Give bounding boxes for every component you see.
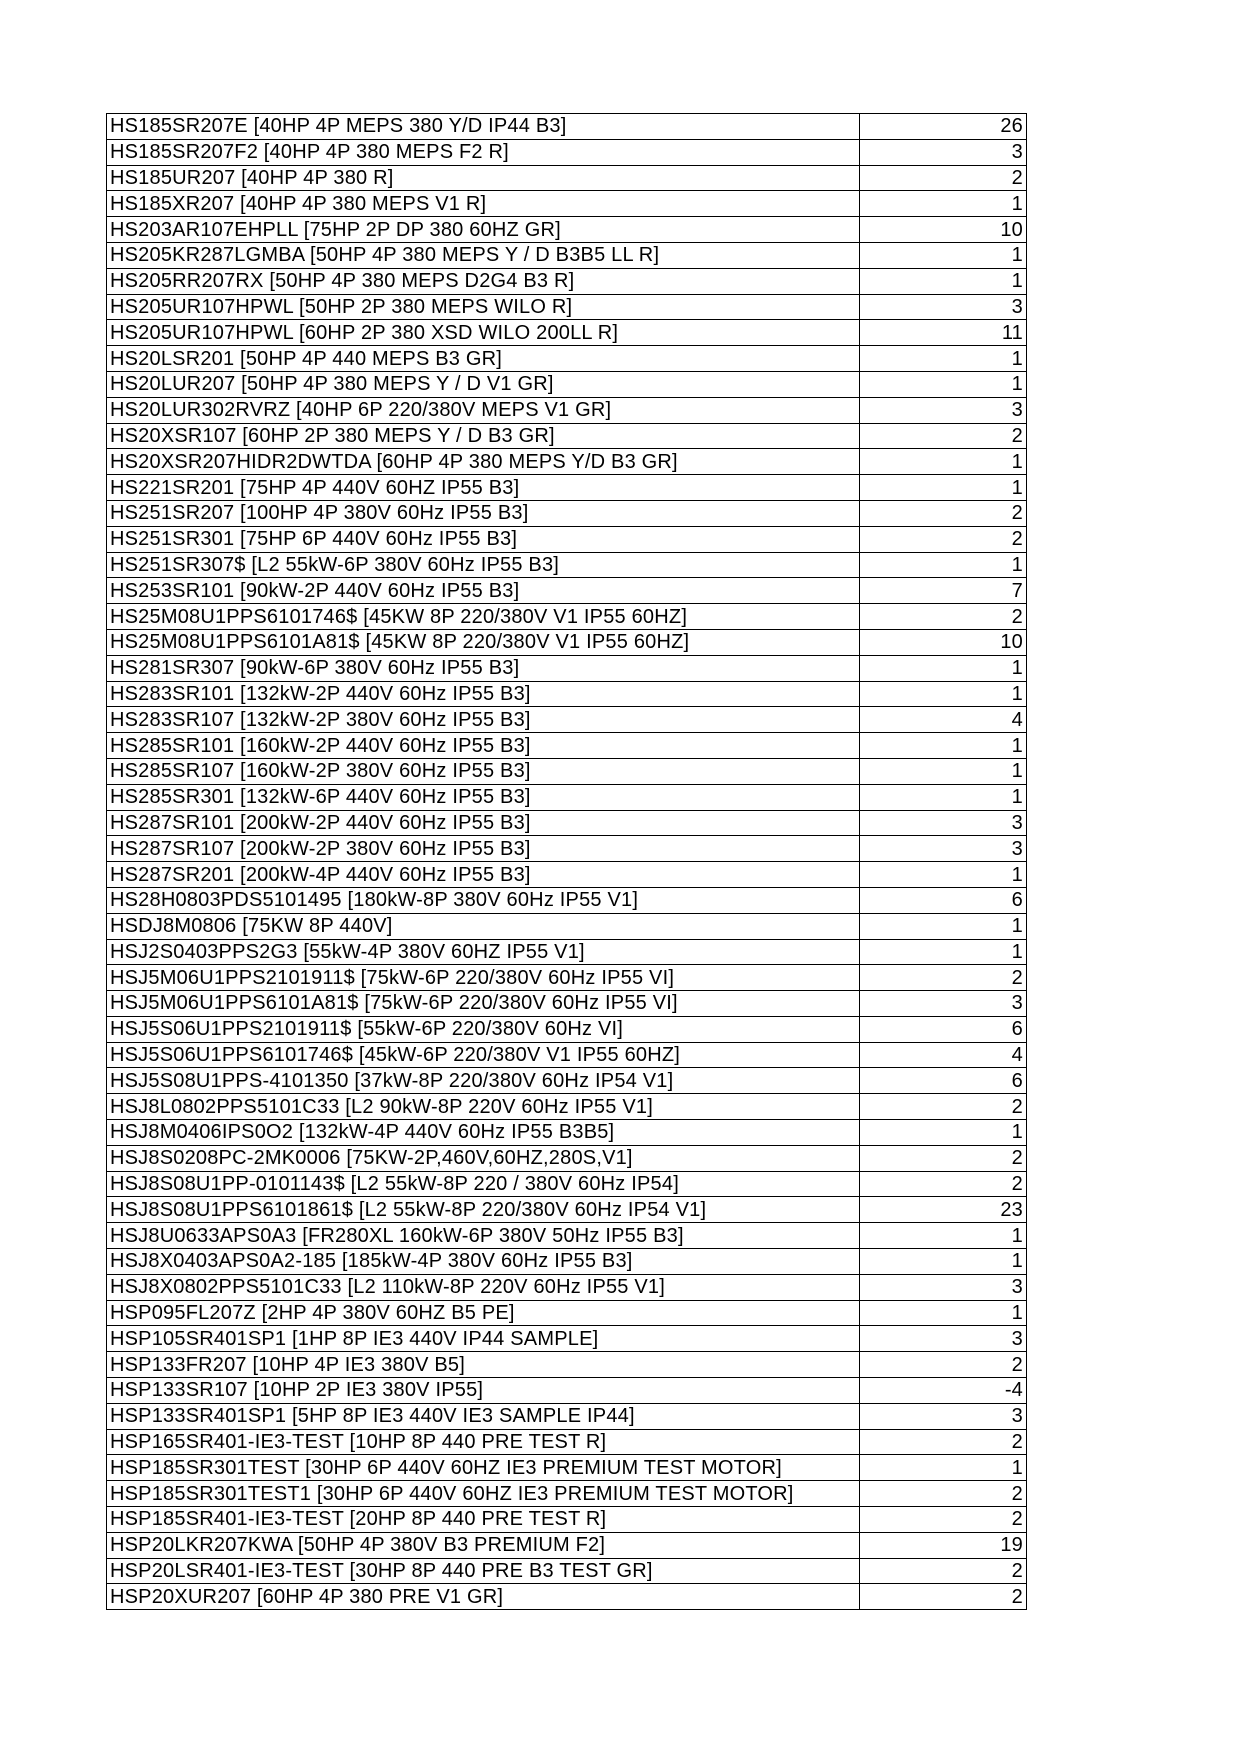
table-row — [107, 242, 1027, 268]
table-row — [107, 552, 1027, 578]
table-row — [107, 1145, 1027, 1171]
item-description-cell: HSP20LSR401-IE3-TEST [30HP 8P 440 PRE B3 TEST GR] — [107, 1558, 860, 1584]
item-quantity-cell: 3 — [860, 1326, 1027, 1352]
item-quantity-cell: 1 — [860, 1455, 1027, 1481]
item-quantity-cell: 1 — [860, 758, 1027, 784]
item-quantity-cell: 1 — [860, 939, 1027, 965]
table-row — [107, 346, 1027, 372]
table-row — [107, 758, 1027, 784]
item-quantity-cell: -4 — [860, 1378, 1027, 1404]
table-row — [107, 681, 1027, 707]
table-row — [107, 1378, 1027, 1404]
table-row — [107, 1171, 1027, 1197]
item-quantity-cell: 1 — [860, 1249, 1027, 1275]
table-row — [107, 1481, 1027, 1507]
item-quantity-cell: 2 — [860, 500, 1027, 526]
table-row — [107, 1558, 1027, 1584]
table-row — [107, 836, 1027, 862]
item-quantity-cell: 1 — [860, 191, 1027, 217]
item-quantity-cell: 1 — [860, 1120, 1027, 1146]
item-quantity-cell: 1 — [860, 552, 1027, 578]
item-description-cell: HS205RR207RX [50HP 4P 380 MEPS D2G4 B3 R] — [107, 268, 860, 294]
item-description-cell: HSJ2S0403PPS2G3 [55kW-4P 380V 60HZ IP55 V1] — [107, 939, 860, 965]
table-row — [107, 1403, 1027, 1429]
item-description-cell: HSP185SR401-IE3-TEST [20HP 8P 440 PRE TEST R] — [107, 1507, 860, 1533]
item-quantity-cell: 3 — [860, 810, 1027, 836]
table-row — [107, 1094, 1027, 1120]
item-description-cell: HSJ8L0802PPS5101C33 [L2 90kW-8P 220V 60Hz IP55 V1] — [107, 1094, 860, 1120]
table-row — [107, 1584, 1027, 1610]
table-row — [107, 526, 1027, 552]
item-quantity-cell: 3 — [860, 1274, 1027, 1300]
item-quantity-cell: 6 — [860, 1016, 1027, 1042]
item-description-cell: HS20XSR207HIDR2DWTDA [60HP 4P 380 MEPS Y/D B3 GR] — [107, 449, 860, 475]
item-quantity-cell: 2 — [860, 1171, 1027, 1197]
item-quantity-cell: 3 — [860, 836, 1027, 862]
item-description-cell: HS20XSR107 [60HP 2P 380 MEPS Y / D B3 GR] — [107, 423, 860, 449]
inventory-table-body — [107, 114, 1027, 1610]
table-row — [107, 1507, 1027, 1533]
item-description-cell: HS25M08U1PPS6101746$ [45KW 8P 220/380V V1 IP55 60HZ] — [107, 604, 860, 630]
item-description-cell: HS205KR287LGMBA [50HP 4P 380 MEPS Y / D B3B5 LL R] — [107, 242, 860, 268]
table-row — [107, 1274, 1027, 1300]
item-description-cell: HSJ8S08U1PPS6101861$ [L2 55kW-8P 220/380V 60Hz IP54 V1] — [107, 1197, 860, 1223]
item-description-cell: HSJ8S08U1PP-0101143$ [L2 55kW-8P 220 / 380V 60Hz IP54] — [107, 1171, 860, 1197]
table-row — [107, 423, 1027, 449]
item-quantity-cell: 1 — [860, 681, 1027, 707]
item-description-cell: HS251SR301 [75HP 6P 440V 60Hz IP55 B3] — [107, 526, 860, 552]
item-quantity-cell: 2 — [860, 604, 1027, 630]
item-quantity-cell: 3 — [860, 397, 1027, 423]
item-description-cell: HS185SR207E [40HP 4P MEPS 380 Y/D IP44 B3] — [107, 114, 860, 140]
table-row — [107, 1042, 1027, 1068]
table-row — [107, 1300, 1027, 1326]
item-quantity-cell: 2 — [860, 1558, 1027, 1584]
item-description-cell: HSJ8U0633APS0A3 [FR280XL 160kW-6P 380V 50Hz IP55 B3] — [107, 1223, 860, 1249]
item-description-cell: HSJ8X0403APS0A2-185 [185kW-4P 380V 60Hz IP55 B3] — [107, 1249, 860, 1275]
table-row — [107, 449, 1027, 475]
item-quantity-cell: 19 — [860, 1532, 1027, 1558]
item-description-cell: HSP20XUR207 [60HP 4P 380 PRE V1 GR] — [107, 1584, 860, 1610]
table-row — [107, 810, 1027, 836]
table-row — [107, 862, 1027, 888]
item-quantity-cell: 2 — [860, 423, 1027, 449]
item-description-cell: HS283SR107 [132kW-2P 380V 60Hz IP55 B3] — [107, 707, 860, 733]
item-description-cell: HS253SR101 [90kW-2P 440V 60Hz IP55 B3] — [107, 578, 860, 604]
table-row — [107, 707, 1027, 733]
table-row — [107, 165, 1027, 191]
inventory-table — [106, 113, 1027, 1610]
item-quantity-cell: 1 — [860, 913, 1027, 939]
table-row — [107, 784, 1027, 810]
item-quantity-cell: 3 — [860, 991, 1027, 1017]
table-row — [107, 217, 1027, 243]
item-description-cell: HSP185SR301TEST1 [30HP 6P 440V 60HZ IE3 PREMIUM TEST MOTOR] — [107, 1481, 860, 1507]
item-description-cell: HS285SR101 [160kW-2P 440V 60Hz IP55 B3] — [107, 733, 860, 759]
table-row — [107, 1532, 1027, 1558]
item-quantity-cell: 1 — [860, 733, 1027, 759]
item-quantity-cell: 1 — [860, 1223, 1027, 1249]
item-quantity-cell: 3 — [860, 1403, 1027, 1429]
table-row — [107, 294, 1027, 320]
table-row — [107, 1120, 1027, 1146]
item-description-cell: HS251SR207 [100HP 4P 380V 60Hz IP55 B3] — [107, 500, 860, 526]
table-row — [107, 578, 1027, 604]
item-quantity-cell: 2 — [860, 1145, 1027, 1171]
item-description-cell: HSJ5M06U1PPS2101911$ [75kW-6P 220/380V 60Hz IP55 VI] — [107, 965, 860, 991]
item-description-cell: HS283SR101 [132kW-2P 440V 60Hz IP55 B3] — [107, 681, 860, 707]
item-quantity-cell: 2 — [860, 1094, 1027, 1120]
item-quantity-cell: 1 — [860, 242, 1027, 268]
item-description-cell: HS251SR307$ [L2 55kW-6P 380V 60Hz IP55 B3] — [107, 552, 860, 578]
item-quantity-cell: 26 — [860, 114, 1027, 140]
item-description-cell: HS281SR307 [90kW-6P 380V 60Hz IP55 B3] — [107, 655, 860, 681]
table-row — [107, 887, 1027, 913]
table-row — [107, 1455, 1027, 1481]
item-quantity-cell: 2 — [860, 526, 1027, 552]
item-description-cell: HSP133SR107 [10HP 2P IE3 380V IP55] — [107, 1378, 860, 1404]
item-quantity-cell: 1 — [860, 475, 1027, 501]
item-description-cell: HSJ5S06U1PPS2101911$ [55kW-6P 220/380V 60Hz VI] — [107, 1016, 860, 1042]
table-row — [107, 604, 1027, 630]
table-row — [107, 1429, 1027, 1455]
table-row — [107, 1326, 1027, 1352]
table-row — [107, 114, 1027, 140]
item-quantity-cell: 1 — [860, 346, 1027, 372]
item-quantity-cell: 2 — [860, 1429, 1027, 1455]
item-quantity-cell: 2 — [860, 965, 1027, 991]
item-description-cell: HSP095FL207Z [2HP 4P 380V 60HZ B5 PE] — [107, 1300, 860, 1326]
table-row — [107, 1249, 1027, 1275]
item-quantity-cell: 3 — [860, 294, 1027, 320]
item-description-cell: HSP165SR401-IE3-TEST [10HP 8P 440 PRE TEST R] — [107, 1429, 860, 1455]
item-quantity-cell: 1 — [860, 862, 1027, 888]
item-quantity-cell: 1 — [860, 655, 1027, 681]
item-description-cell: HSP133SR401SP1 [5HP 8P IE3 440V IE3 SAMPLE IP44] — [107, 1403, 860, 1429]
item-quantity-cell: 2 — [860, 1584, 1027, 1610]
item-description-cell: HSP133FR207 [10HP 4P IE3 380V B5] — [107, 1352, 860, 1378]
item-quantity-cell: 3 — [860, 139, 1027, 165]
table-row — [107, 1197, 1027, 1223]
item-quantity-cell: 11 — [860, 320, 1027, 346]
table-row — [107, 629, 1027, 655]
item-description-cell: HS287SR201 [200kW-4P 440V 60Hz IP55 B3] — [107, 862, 860, 888]
item-quantity-cell: 4 — [860, 1042, 1027, 1068]
item-description-cell: HS185XR207 [40HP 4P 380 MEPS V1 R] — [107, 191, 860, 217]
item-description-cell: HSP20LKR207KWA [50HP 4P 380V B3 PREMIUM F2] — [107, 1532, 860, 1558]
item-description-cell: HS285SR107 [160kW-2P 380V 60Hz IP55 B3] — [107, 758, 860, 784]
item-description-cell: HS20LSR201 [50HP 4P 440 MEPS B3 GR] — [107, 346, 860, 372]
item-description-cell: HS205UR107HPWL [60HP 2P 380 XSD WILO 200LL R] — [107, 320, 860, 346]
item-description-cell: HS185SR207F2 [40HP 4P 380 MEPS F2 R] — [107, 139, 860, 165]
item-description-cell: HS205UR107HPWL [50HP 2P 380 MEPS WILO R] — [107, 294, 860, 320]
table-row — [107, 991, 1027, 1017]
item-description-cell: HSP105SR401SP1 [1HP 8P IE3 440V IP44 SAMPLE] — [107, 1326, 860, 1352]
item-quantity-cell: 2 — [860, 165, 1027, 191]
item-description-cell: HS25M08U1PPS6101A81$ [45KW 8P 220/380V V1 IP55 60HZ] — [107, 629, 860, 655]
item-quantity-cell: 2 — [860, 1507, 1027, 1533]
table-row — [107, 371, 1027, 397]
item-quantity-cell: 1 — [860, 1300, 1027, 1326]
table-row — [107, 913, 1027, 939]
item-description-cell: HSDJ8M0806 [75KW 8P 440V] — [107, 913, 860, 939]
item-description-cell: HS287SR101 [200kW-2P 440V 60Hz IP55 B3] — [107, 810, 860, 836]
item-description-cell: HS221SR201 [75HP 4P 440V 60HZ IP55 B3] — [107, 475, 860, 501]
table-row — [107, 655, 1027, 681]
item-description-cell: HSJ5M06U1PPS6101A81$ [75kW-6P 220/380V 60Hz IP55 VI] — [107, 991, 860, 1017]
table-row — [107, 320, 1027, 346]
item-quantity-cell: 23 — [860, 1197, 1027, 1223]
item-quantity-cell: 10 — [860, 217, 1027, 243]
item-quantity-cell: 4 — [860, 707, 1027, 733]
item-quantity-cell: 6 — [860, 887, 1027, 913]
item-description-cell: HS20LUR207 [50HP 4P 380 MEPS Y / D V1 GR] — [107, 371, 860, 397]
table-row — [107, 139, 1027, 165]
item-description-cell: HSJ5S06U1PPS6101746$ [45kW-6P 220/380V V1 IP55 60HZ] — [107, 1042, 860, 1068]
item-quantity-cell: 1 — [860, 268, 1027, 294]
item-description-cell: HS28H0803PDS5101495 [180kW-8P 380V 60Hz IP55 V1] — [107, 887, 860, 913]
table-row — [107, 397, 1027, 423]
item-description-cell: HS20LUR302RVRZ [40HP 6P 220/380V MEPS V1 GR] — [107, 397, 860, 423]
item-quantity-cell: 1 — [860, 371, 1027, 397]
table-row — [107, 268, 1027, 294]
table-row — [107, 733, 1027, 759]
item-quantity-cell: 1 — [860, 784, 1027, 810]
item-quantity-cell: 7 — [860, 578, 1027, 604]
table-row — [107, 1068, 1027, 1094]
table-row — [107, 965, 1027, 991]
item-description-cell: HS185UR207 [40HP 4P 380 R] — [107, 165, 860, 191]
item-description-cell: HSJ8M0406IPS0O2 [132kW-4P 440V 60Hz IP55 B3B5] — [107, 1120, 860, 1146]
item-description-cell: HSJ5S08U1PPS-4101350 [37kW-8P 220/380V 60Hz IP54 V1] — [107, 1068, 860, 1094]
item-description-cell: HSJ8X0802PPS5101C33 [L2 110kW-8P 220V 60Hz IP55 V1] — [107, 1274, 860, 1300]
item-description-cell: HS287SR107 [200kW-2P 380V 60Hz IP55 B3] — [107, 836, 860, 862]
table-row — [107, 1223, 1027, 1249]
item-description-cell: HSJ8S0208PC-2MK0006 [75KW-2P,460V,60HZ,280S,V1] — [107, 1145, 860, 1171]
table-row — [107, 1352, 1027, 1378]
item-quantity-cell: 1 — [860, 449, 1027, 475]
table-row — [107, 939, 1027, 965]
item-quantity-cell: 2 — [860, 1352, 1027, 1378]
item-quantity-cell: 6 — [860, 1068, 1027, 1094]
item-quantity-cell: 10 — [860, 629, 1027, 655]
table-row — [107, 500, 1027, 526]
item-description-cell: HS285SR301 [132kW-6P 440V 60Hz IP55 B3] — [107, 784, 860, 810]
item-quantity-cell: 2 — [860, 1481, 1027, 1507]
table-row — [107, 191, 1027, 217]
table-row — [107, 1016, 1027, 1042]
item-description-cell: HSP185SR301TEST [30HP 6P 440V 60HZ IE3 PREMIUM TEST MOTOR] — [107, 1455, 860, 1481]
table-row — [107, 475, 1027, 501]
item-description-cell: HS203AR107EHPLL [75HP 2P DP 380 60HZ GR] — [107, 217, 860, 243]
